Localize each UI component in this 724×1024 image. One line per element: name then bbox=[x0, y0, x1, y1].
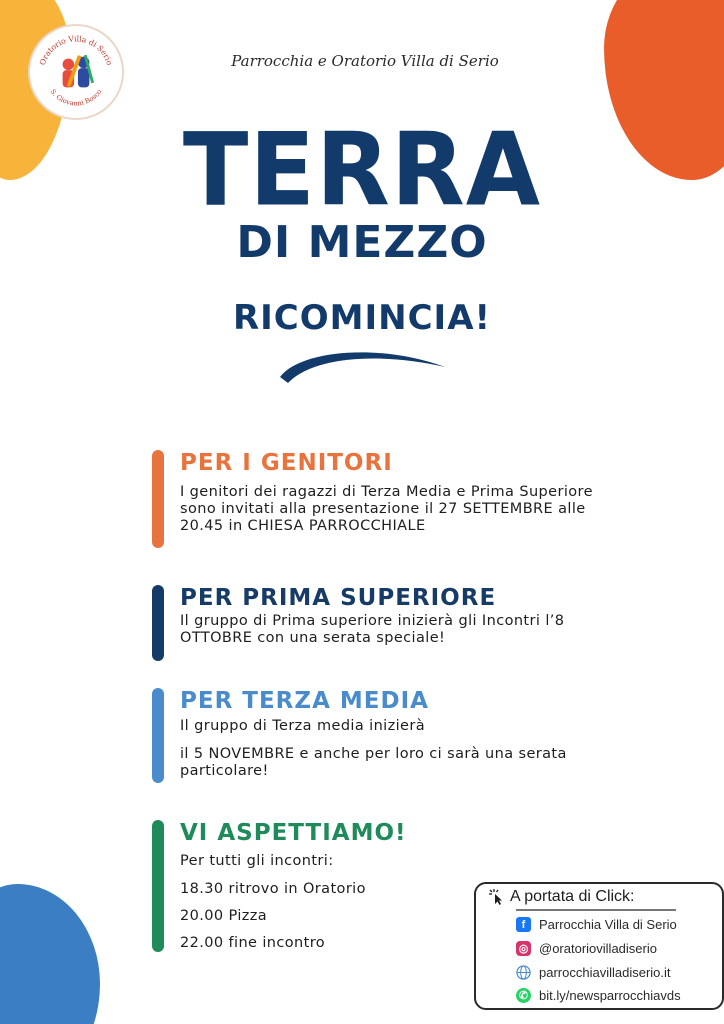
website-link[interactable] bbox=[516, 965, 671, 980]
section-heading: PER TERZA MEDIA bbox=[180, 688, 429, 714]
schedule-line: 18.30 ritrovo in Oratorio bbox=[180, 881, 366, 897]
section-text: Il gruppo di Prima superiore inizierà gli Incontri l’8 OTTOBRE con una serata speciale! bbox=[180, 613, 565, 646]
schedule-line: Per tutti gli incontri: bbox=[180, 853, 334, 869]
section-accent-bar bbox=[152, 688, 164, 783]
globe-icon bbox=[516, 965, 531, 980]
svg-text:S. Giovanni Bosco: S. Giovanni Bosco bbox=[48, 87, 104, 108]
section-genitori bbox=[152, 450, 592, 550]
links-box bbox=[474, 882, 724, 1010]
schedule-line: 22.00 fine incontro bbox=[180, 935, 326, 951]
section-heading: PER I GENITORI bbox=[180, 450, 393, 476]
section-heading: PER PRIMA SUPERIORE bbox=[180, 585, 497, 611]
section-accent-bar bbox=[152, 450, 164, 548]
main-title-di-mezzo: DI MEZZO bbox=[236, 217, 488, 268]
section-heading: VI ASPETTIAMO! bbox=[180, 820, 407, 846]
svg-text:Oratorio Villa di Serio: Oratorio Villa di Serio bbox=[37, 34, 115, 67]
section-text: Il gruppo di Terza media inizierà bbox=[180, 718, 426, 734]
section-text: il 5 NOVEMBRE e anche per loro ci sarà una serata particolare! bbox=[180, 746, 567, 779]
instagram-icon: ◎ bbox=[516, 941, 531, 956]
instagram-link[interactable] bbox=[516, 941, 657, 956]
main-title-terra: TERRA bbox=[182, 111, 542, 229]
schedule-line: 20.00 Pizza bbox=[180, 908, 268, 924]
decorative-swoosh bbox=[270, 345, 450, 390]
facebook-link-label: Parrocchia Villa di Serio bbox=[539, 917, 677, 932]
whatsapp-link-label: bit.ly/newsparrocchiavds bbox=[539, 988, 681, 1003]
subtitle-ricomincia: RICOMINCIA! bbox=[232, 298, 492, 338]
instagram-link-label: @oratoriovilladiserio bbox=[539, 941, 657, 956]
parish-header-title: Parrocchia e Oratorio Villa di Serio bbox=[231, 52, 499, 70]
facebook-link[interactable] bbox=[516, 917, 677, 932]
links-box-title: A portata di Click: bbox=[510, 888, 635, 905]
links-box-header bbox=[488, 888, 635, 906]
website-link-label: parrocchiavilladiserio.it bbox=[539, 965, 671, 980]
oratorio-logo bbox=[28, 24, 124, 120]
links-box-divider bbox=[516, 909, 676, 911]
section-accent-bar bbox=[152, 585, 164, 661]
section-text: I genitori dei ragazzi di Terza Media e Prima Superiore sono invitati alla presentazione il 27 SETTEMBRE alle 20.45 in CHIESA PARROCCHIALE bbox=[180, 484, 593, 534]
section-prima-superiore bbox=[152, 585, 592, 665]
section-accent-bar bbox=[152, 820, 164, 952]
decorative-blue-blob bbox=[0, 884, 100, 1024]
section-terza-media bbox=[152, 688, 592, 786]
whatsapp-icon: ✆ bbox=[516, 988, 531, 1003]
facebook-icon: f bbox=[516, 917, 531, 932]
cursor-click-icon bbox=[488, 888, 506, 906]
whatsapp-link[interactable] bbox=[516, 988, 681, 1003]
